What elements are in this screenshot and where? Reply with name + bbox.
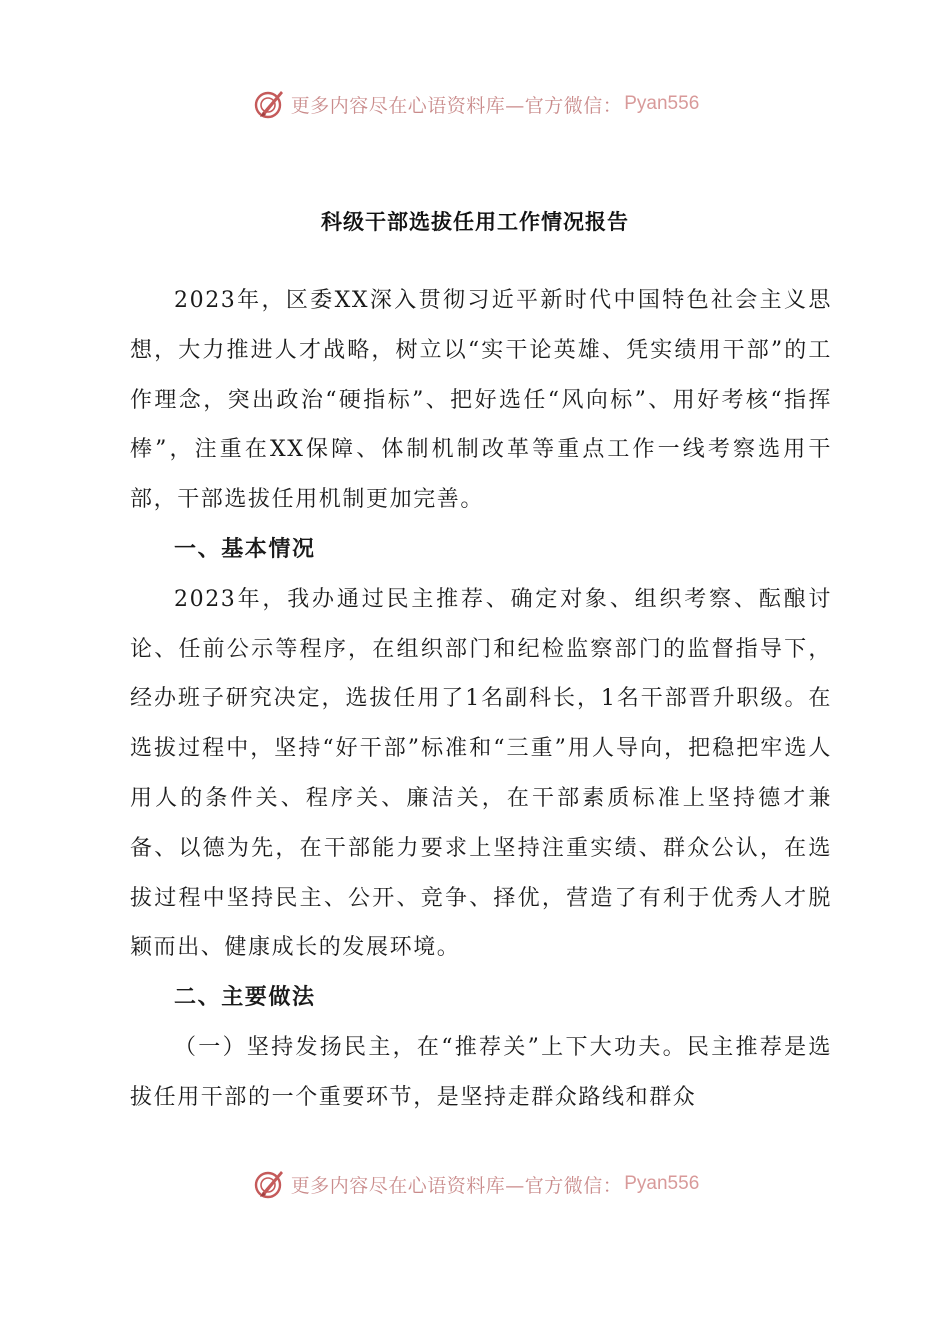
main-practices-paragraph: （一）坚持发扬民主，在“推荐关”上下大功夫。民主推荐是选拔任用干部的一个重要环节，是坚持走群众路线和群众	[130, 1034, 832, 1110]
basic-situation-paragraph: 2023年，我办通过民主推荐、确定对象、组织考察、酝酿讨论、任前公示等程序，在组织部门和纪检监察部门的监督指导下，经办班子研究决定，选拔任用了1名副科长，1名干部晋升职级。在选拔过程中，坚持“好干部”标准和“三重”用人导向，把稳把牢选人用人的条件关、程序关、廉洁关，在干部素质标准上坚持德才兼备、以德为先，在干部能力要求上坚持注重实绩、群众公认，在选拔过程中坚持民主、公开、竞争、择优，营造了有利于优秀人才脱颖而出、健康成长的发展环境。	[130, 586, 832, 961]
watermark-text: 更多内容尽在心语资料库—官方微信：	[290, 94, 623, 117]
watermark-account: Pyan556	[624, 1173, 700, 1194]
watermark-banner-top	[0, 84, 950, 124]
section-heading-main-practices: 二、主要做法	[174, 984, 316, 1011]
watermark-banner-bottom	[0, 1164, 950, 1204]
document-body	[130, 276, 832, 1123]
section-heading-basic-situation: 一、基本情况	[174, 535, 316, 562]
intro-paragraph: 2023年，区委XX深入贯彻习近平新时代中国特色社会主义思想，大力推进人才战略，树立以“实干论英雄、凭实绩用干部”的工作理念，突出政治“硬指标”、把好选任“风向标”、用好考核“指挥棒”，注重在XX保障、体制机制改革等重点工作一线考察选用干部，干部选拔任用机制更加完善。	[130, 288, 832, 513]
quill-logo-icon	[251, 1166, 287, 1202]
watermark-text: 更多内容尽在心语资料库—官方微信：	[290, 1174, 623, 1197]
watermark-account: Pyan556	[624, 93, 700, 114]
document-title: 科级干部选拔任用工作情况报告	[321, 209, 629, 234]
quill-logo-icon	[251, 86, 287, 122]
